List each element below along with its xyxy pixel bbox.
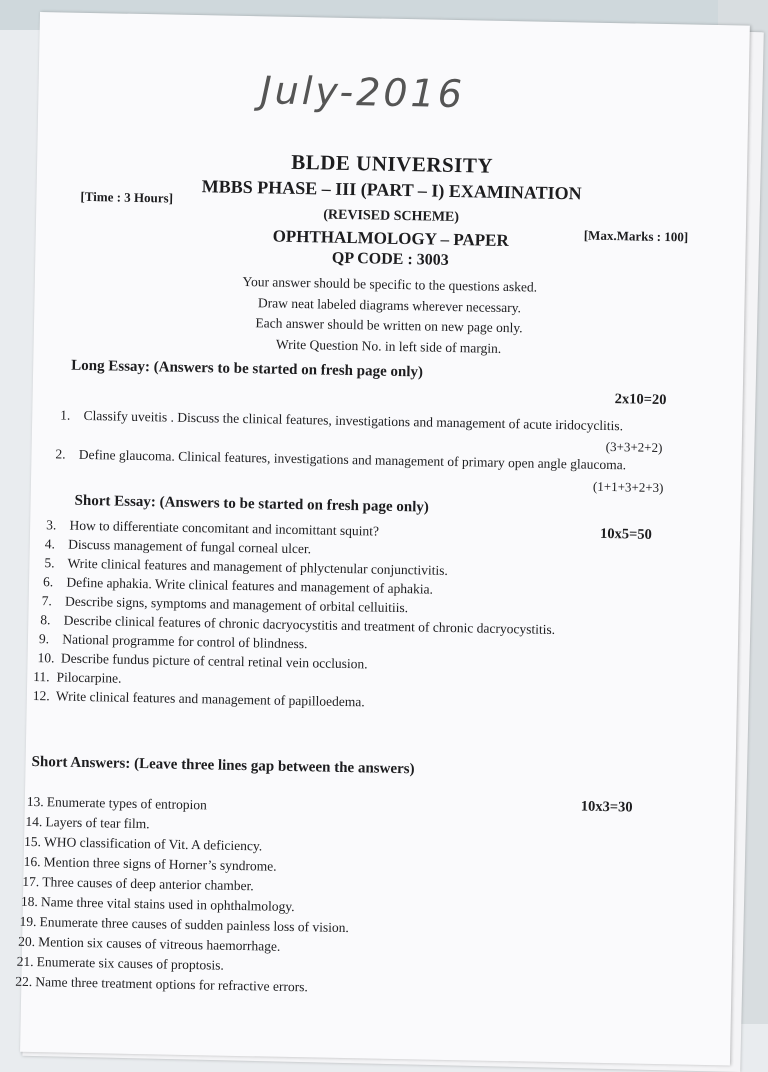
university-name: BLDE UNIVERSITY xyxy=(37,145,747,184)
question-text: Describe clinical features of chronic dacryocystitis and treatment of chronic dacryocystitis. xyxy=(64,613,556,637)
question-number: 13. xyxy=(27,794,47,810)
question-item xyxy=(45,536,312,557)
question-number: 21. xyxy=(17,954,37,970)
question-item xyxy=(24,834,262,855)
question-number: 14. xyxy=(25,814,45,830)
question-text: Pilocarpine. xyxy=(56,669,121,685)
exam-title: MBBS PHASE – III (PART – I) EXAMINATION xyxy=(37,173,747,208)
question-text: Layers of tear film. xyxy=(45,814,149,831)
instructions xyxy=(34,268,745,364)
question-item xyxy=(15,974,308,996)
short-answers-marks: 10x3=30 xyxy=(581,799,633,817)
question-text: Enumerate types of entropion xyxy=(47,794,207,812)
question-item xyxy=(21,894,295,915)
mark-weight: (1+1+3+2+3) xyxy=(593,479,664,496)
short-answers-title: Short Answers: (Leave three lines gap between the answers) xyxy=(31,754,414,778)
question-item xyxy=(39,631,308,652)
question-item xyxy=(33,669,122,687)
question-item xyxy=(27,794,207,813)
instruction-line: Each answer should be written on new page only. xyxy=(34,309,744,343)
short-essay-marks: 10x5=50 xyxy=(600,526,652,544)
time-duration: [Time : 3 Hours] xyxy=(80,189,173,207)
mark-weight: (3+3+2+2) xyxy=(606,439,663,456)
question-number: 2. xyxy=(55,446,75,462)
question-text: Mention six causes of vitreous haemorrhage. xyxy=(38,934,280,954)
question-number: 3. xyxy=(46,517,66,533)
question-number: 16. xyxy=(24,854,44,870)
instruction-line: Your answer should be specific to the questions asked. xyxy=(35,268,745,302)
question-text: Mention three signs of Horner’s syndrome. xyxy=(44,854,277,873)
question-number: 11. xyxy=(33,669,53,685)
instruction-line: Write Question No. in left side of margin. xyxy=(34,329,744,363)
question-number: 7. xyxy=(42,593,62,609)
question-number: 12. xyxy=(33,688,53,704)
question-item xyxy=(18,934,280,955)
max-marks: [Max.Marks : 100] xyxy=(584,227,689,245)
question-number: 4. xyxy=(45,536,65,552)
question-number: 15. xyxy=(24,834,44,850)
question-number: 22. xyxy=(15,974,35,990)
question-text: Enumerate three causes of sudden painless loss of vision. xyxy=(39,914,349,935)
question-item xyxy=(22,874,254,894)
question-item xyxy=(31,707,51,723)
question-number: 18. xyxy=(21,894,41,910)
question-text: Enumerate six causes of proptosis. xyxy=(37,954,224,973)
question-text: Name three treatment options for refractive errors. xyxy=(35,974,308,994)
question-item xyxy=(55,446,626,473)
question-number: 20. xyxy=(18,934,38,950)
qp-code: QP CODE : 3003 xyxy=(35,244,745,276)
scheme-label: (REVISED SCHEME) xyxy=(36,202,746,232)
question-item xyxy=(19,914,349,936)
long-essay-marks: 2x10=20 xyxy=(615,391,667,409)
question-text: Describe fundus picture of central retinal vein occlusion. xyxy=(61,651,368,672)
short-essay-title: Short Essay: (Answers to be started on fresh page only) xyxy=(74,493,429,517)
question-text: Three causes of deep anterior chamber. xyxy=(42,874,254,893)
question-item xyxy=(60,407,623,434)
question-item xyxy=(25,814,149,832)
question-text: How to differentiate concomitant and incomittant squint? xyxy=(69,518,379,539)
question-text: Write clinical features and management of phlyctenular conjunctivitis. xyxy=(67,556,448,578)
instruction-line: Draw neat labeled diagrams wherever necessary. xyxy=(34,288,744,322)
question-text: Define glaucoma. Clinical features, investigations and management of primary open angle glaucoma. xyxy=(79,447,626,473)
question-text: Describe signs, symptoms and management of orbital celluitiis. xyxy=(65,594,408,616)
question-item xyxy=(17,954,224,974)
question-text: Classify uveitis . Discuss the clinical features, investigations and management of acute iridocyclitis. xyxy=(83,408,623,433)
question-text: WHO classification of Vit. A deficiency. xyxy=(44,834,262,853)
paper-title: OPHTHALMOLOGY – PAPER xyxy=(36,222,746,256)
handwritten-date: July-2016 xyxy=(260,68,465,116)
question-number: 19. xyxy=(19,914,39,930)
question-number: 5. xyxy=(44,555,64,571)
question-item xyxy=(24,854,277,875)
question-number: 1. xyxy=(60,407,80,423)
question-number: 10. xyxy=(37,650,57,666)
question-number: 8. xyxy=(40,612,60,628)
question-text: Define aphakia. Write clinical features and management of aphakia. xyxy=(66,575,433,597)
question-number: 9. xyxy=(39,631,59,647)
question-text: Discuss management of fungal corneal ulcer. xyxy=(68,537,311,557)
long-essay-title: Long Essay: (Answers to be started on fresh page only) xyxy=(71,358,423,382)
question-item xyxy=(33,688,365,710)
question-number: 17. xyxy=(22,874,42,890)
question-number: 6. xyxy=(43,574,63,590)
question-text: National programme for control of blindness. xyxy=(62,632,307,652)
question-text: Write clinical features and management of papilloedema. xyxy=(56,688,365,709)
question-text: Name three vital stains used in ophthalmology. xyxy=(41,894,295,914)
exam-paper xyxy=(20,12,750,1065)
